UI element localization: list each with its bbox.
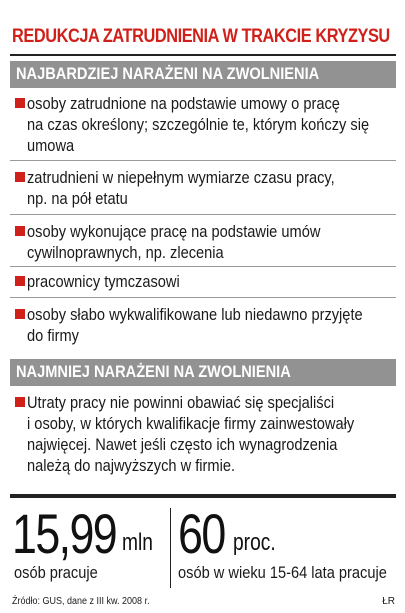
stat-value-percent: 60 [178, 502, 225, 565]
stat-caption-percent: osób w wieku 15-64 lata pracuje [178, 563, 387, 582]
stat-unit-employed: mln [122, 529, 153, 556]
item-divider [10, 214, 396, 215]
item-text-line: Utraty pracy nie powinni obawiać się specjaliści [27, 393, 335, 412]
red-square-bullet-icon [15, 172, 25, 182]
section-heading-most-exposed: NAJBARDZIEJ NARAŻENI NA ZWOLNIENIA [16, 64, 320, 83]
list-item [10, 304, 396, 346]
red-square-bullet-icon [15, 397, 25, 407]
item-text-line: osoby wykonujące pracę na podstawie umów [27, 222, 321, 241]
list-item [10, 167, 396, 209]
section-heading-least-exposed: NAJMNIEJ NARAŻENI NA ZWOLNIENIA [16, 362, 291, 381]
red-square-bullet-icon [15, 226, 25, 236]
red-square-bullet-icon [15, 309, 25, 319]
item-text-line: np. na pół etatu [27, 189, 128, 208]
red-square-bullet-icon [15, 98, 25, 108]
stats-separator [170, 508, 171, 588]
stats-rule [10, 494, 396, 498]
list-item [10, 221, 396, 263]
list-item [10, 93, 396, 156]
source-note: Źródło: GUS, dane z III kw. 2008 r. [12, 596, 150, 607]
stat-value-employed: 15,99 [12, 502, 117, 565]
item-divider [10, 266, 396, 267]
item-text-line: należą do najwyższych w firmie. [27, 456, 236, 475]
item-divider [10, 160, 396, 161]
item-text-line: cywilnoprawnych, np. zlecenia [27, 243, 224, 262]
item-text-line: na czas określony; szczególnie te, którym kończy się [27, 115, 370, 134]
stat-caption-employed: osób pracuje [14, 563, 98, 582]
stat-unit-percent: proc. [233, 529, 276, 556]
item-text-line: do firmy [27, 326, 80, 345]
author-initials: ŁR [382, 596, 395, 607]
title-rule [10, 54, 396, 56]
item-text-line: osoby słabo wykwalifikowane lub niedawno przyjęte [27, 305, 363, 324]
item-text-line: pracownicy tymczasowi [27, 272, 180, 291]
item-text-line: najwięcej. Nawet jeśli często ich wynagrodzenia [27, 435, 338, 454]
list-item [10, 271, 396, 292]
item-text-line: osoby zatrudnione na podstawie umowy o pracę [27, 94, 340, 113]
item-text-line: umowa [27, 136, 75, 155]
section-header-most-exposed [10, 61, 396, 88]
item-divider [10, 297, 396, 298]
red-square-bullet-icon [15, 276, 25, 286]
section-header-least-exposed [10, 359, 396, 386]
item-text-line: i osoby, w których kwalifikacje firmy zainwestowały [27, 414, 355, 433]
infographic-title: REDUKCJA ZATRUDNIENIA W TRAKCIE KRYZYSU [12, 26, 390, 47]
list-item [10, 392, 396, 478]
item-text-line: zatrudnieni w niepełnym wymiarze czasu pracy, [27, 168, 335, 187]
